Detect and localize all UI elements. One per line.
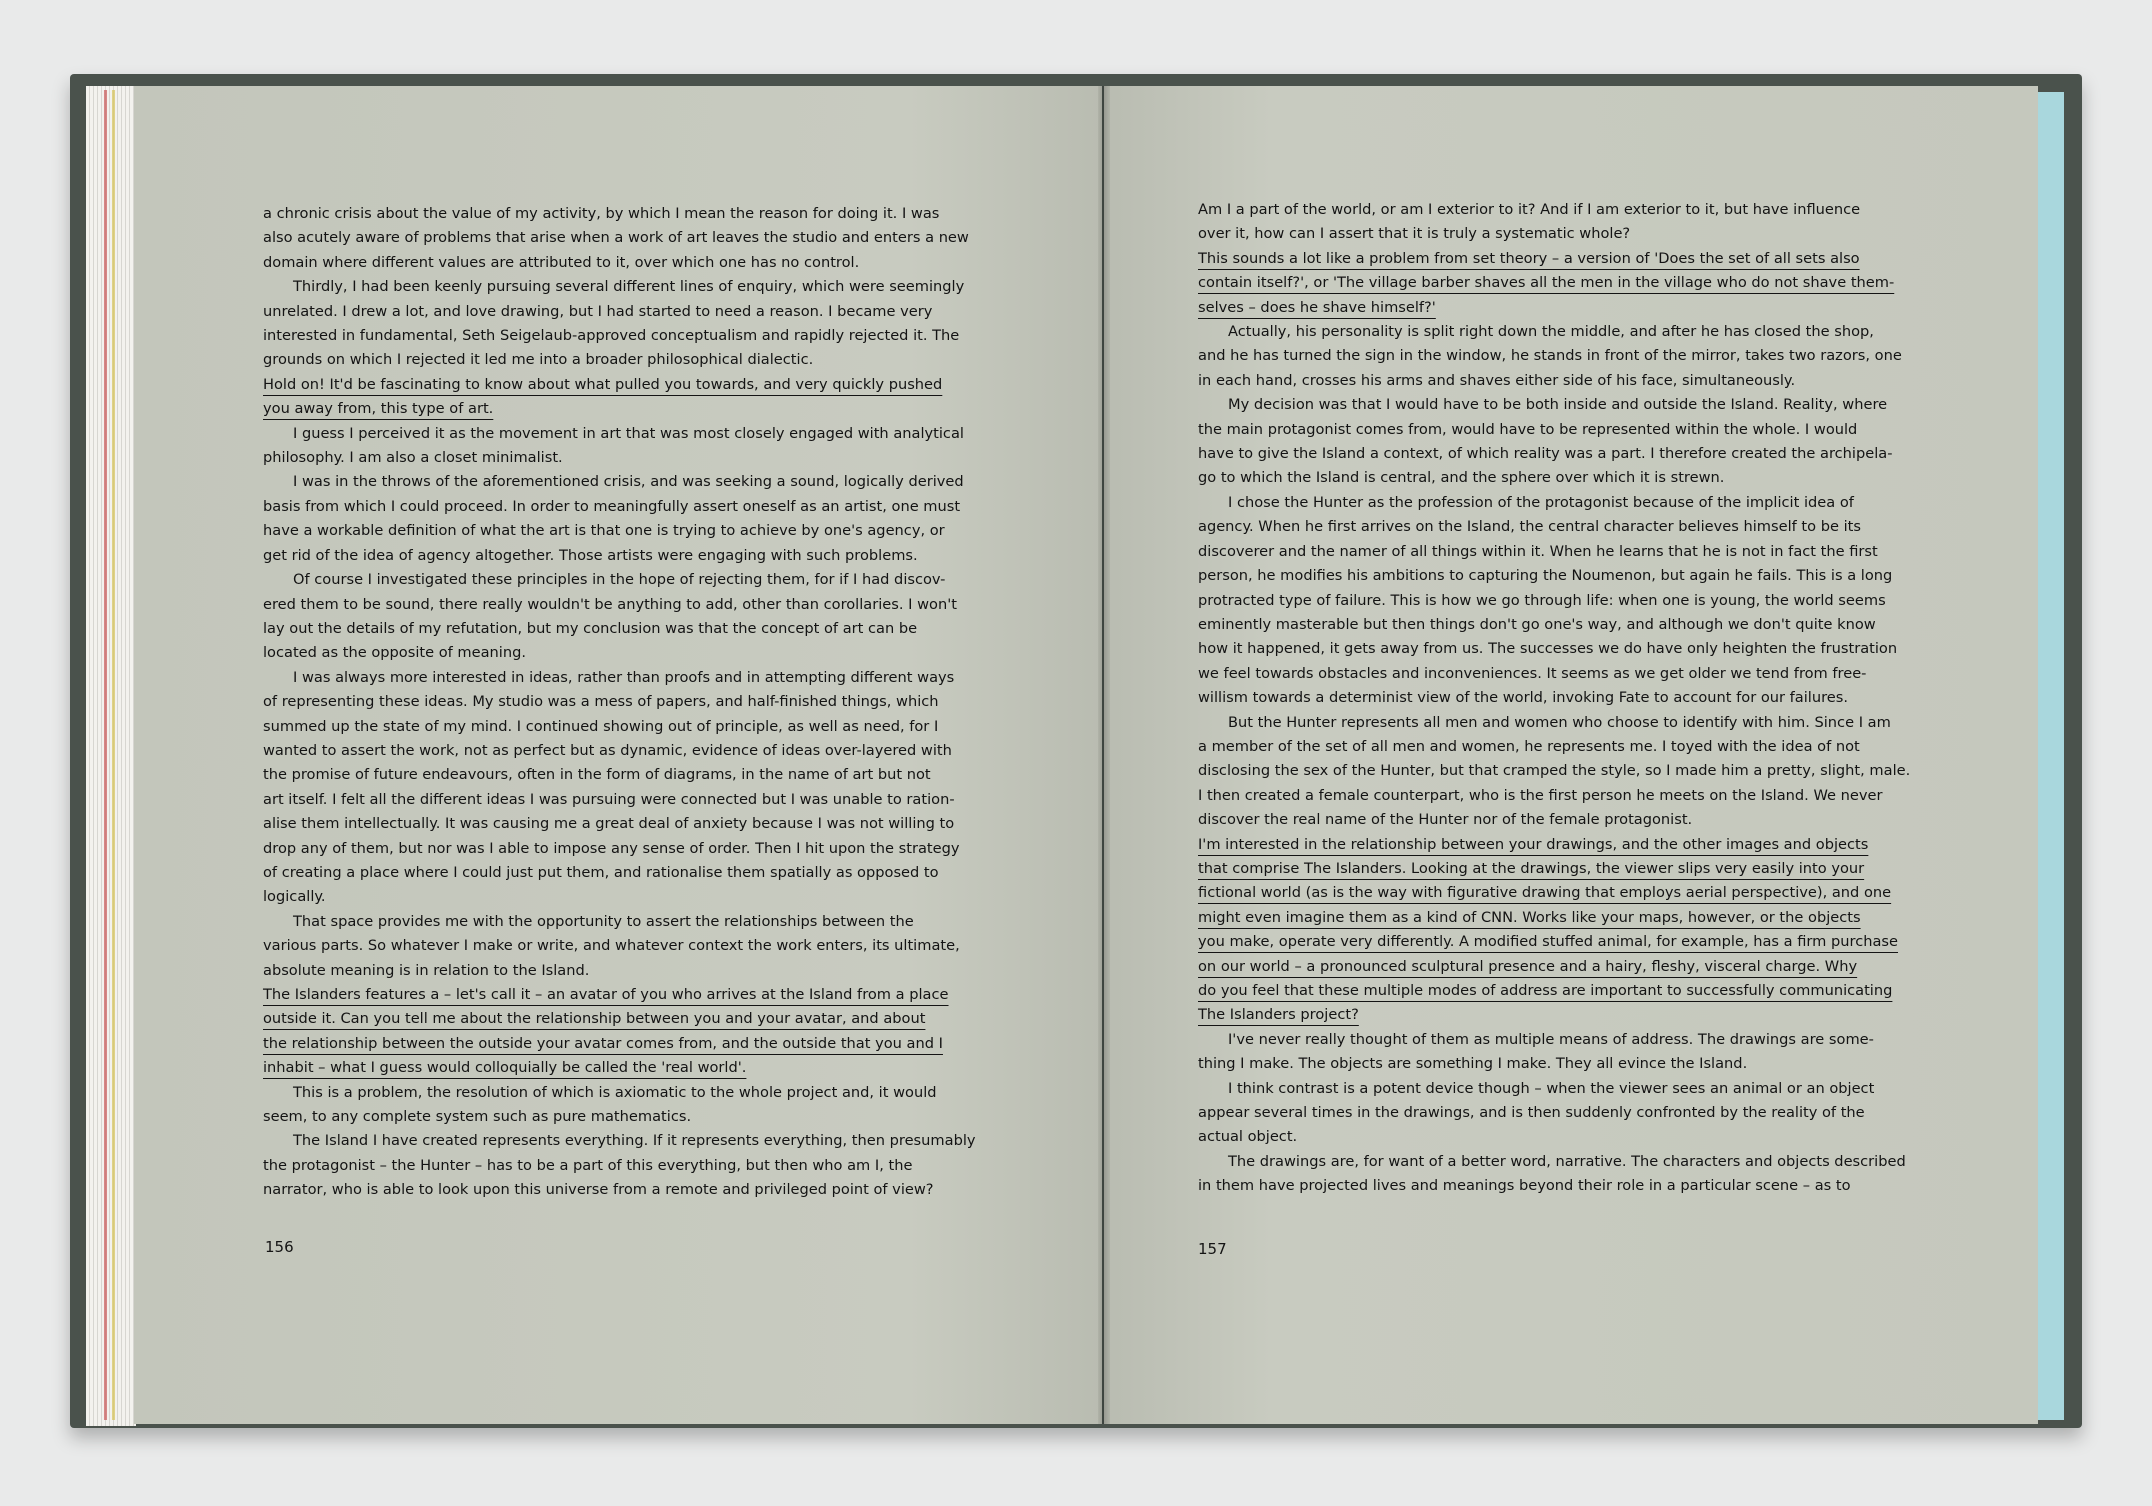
body-text-line: various parts. So whatever I make or write, and whatever context the work enters, its ultimate, xyxy=(263,937,960,955)
body-text-line: have to give the Island a context, of which reality was a part. I therefore created the archipela- xyxy=(1198,445,1893,463)
body-text-line: I was always more interested in ideas, rather than proofs and in attempting different ways xyxy=(293,668,955,686)
body-text-line: absolute meaning is in relation to the Island. xyxy=(263,961,590,979)
interview-question-line: inhabit – what I guess would colloquially be called the 'real world'. xyxy=(263,1059,747,1077)
body-text-line: ered them to be sound, there really wouldn't be anything to add, other than corollaries. I won't xyxy=(263,595,957,613)
body-text-line: unrelated. I drew a lot, and love drawing, but I had started to need a reason. I became very xyxy=(263,302,933,320)
interview-question-line: This sounds a lot like a problem from set theory – a version of 'Does the set of all sets also xyxy=(1198,249,1860,267)
body-text-line: drop any of them, but nor was I able to impose any sense of order. Then I hit upon the strategy xyxy=(263,839,960,857)
body-text-line: My decision was that I would have to be both inside and outside the Island. Reality, where xyxy=(1228,396,1888,414)
body-text-line: discoverer and the namer of all things within it. When he learns that he is not in fact the first xyxy=(1198,542,1878,560)
interview-question-line: on our world – a pronounced sculptural presence and a hairy, fleshy, visceral charge. Why xyxy=(1198,957,1858,975)
interview-question-line: I'm interested in the relationship between your drawings, and the other images and objects xyxy=(1198,835,1869,853)
body-text-line: and he has turned the sign in the window, he stands in front of the mirror, takes two razors, one xyxy=(1198,347,1902,365)
body-text-line: I've never really thought of them as multiple means of address. The drawings are some- xyxy=(1228,1030,1874,1048)
body-text-line: actual object. xyxy=(1198,1128,1298,1146)
body-text-line: alise them intellectually. It was causing me a great deal of anxiety because I was not willing to xyxy=(263,815,955,833)
body-text-line: thing I make. The objects are something I make. They all evince the Island. xyxy=(1198,1055,1748,1073)
body-text-line: have a workable definition of what the art is that one is trying to achieve by one's agency, or xyxy=(263,522,945,540)
page-number-right: 157 xyxy=(1198,1240,1227,1258)
blue-endpaper xyxy=(2038,92,2064,1420)
body-text-line: also acutely aware of problems that arise when a work of art leaves the studio and enters a new xyxy=(263,229,969,247)
right-page-text xyxy=(1198,198,1911,1199)
body-text-line: I guess I perceived it as the movement in art that was most closely engaged with analytical xyxy=(293,424,964,442)
left-page-text xyxy=(263,202,976,1203)
body-text-line: I chose the Hunter as the profession of the protagonist because of the implicit idea of xyxy=(1228,493,1854,511)
body-text-line: the promise of future endeavours, often in the form of diagrams, in the name of art but not xyxy=(263,766,931,784)
book-gutter xyxy=(1098,86,1110,1424)
page-edge-marker-red xyxy=(104,90,107,1420)
body-text-line: logically. xyxy=(263,888,326,906)
body-text-line: Thirdly, I had been keenly pursuing several different lines of enquiry, which were seemingly xyxy=(293,278,965,296)
body-text-line: located as the opposite of meaning. xyxy=(263,644,527,662)
body-text-line: narrator, who is able to look upon this universe from a remote and privileged point of view? xyxy=(263,1181,934,1199)
body-text-line: I then created a female counterpart, who is the first person he meets on the Island. We never xyxy=(1198,786,1883,804)
page-number-left: 156 xyxy=(265,1238,294,1256)
body-text-line: in each hand, crosses his arms and shaves either side of his face, simultaneously. xyxy=(1198,371,1796,389)
body-text-line: But the Hunter represents all men and women who choose to identify with him. Since I am xyxy=(1228,713,1891,731)
body-text-line: disclosing the sex of the Hunter, but that cramped the style, so I made him a pretty, slight, male. xyxy=(1198,762,1911,780)
body-text-line: get rid of the idea of agency altogether. Those artists were engaging with such problems. xyxy=(263,546,918,564)
body-text-line: Actually, his personality is split right down the middle, and after he has closed the shop, xyxy=(1228,323,1874,341)
interview-question-line: contain itself?', or 'The village barber shaves all the men in the village who do not shave them- xyxy=(1198,274,1895,292)
body-text-line: basis from which I could proceed. In order to meaningfully assert oneself as an artist, one must xyxy=(263,497,961,515)
body-text-line: The Island I have created represents everything. If it represents everything, then presumably xyxy=(293,1132,976,1150)
body-text-line: I think contrast is a potent device though – when the viewer sees an animal or an object xyxy=(1228,1079,1875,1097)
body-text-line: Of course I investigated these principles in the hope of rejecting them, for if I had discov- xyxy=(293,571,946,589)
body-text-line: we feel towards obstacles and inconveniences. It seems as we get older we tend from free- xyxy=(1198,664,1867,682)
interview-question-line: might even imagine them as a kind of CNN. Works like your maps, however, or the objects xyxy=(1198,908,1861,926)
interview-question-line: The Islanders features a – let's call it – an avatar of you who arrives at the Island from a place xyxy=(263,986,949,1003)
body-text-line: how it happened, it gets away from us. The successes we do have only heighten the frustration xyxy=(1198,640,1898,658)
left-page-edges xyxy=(86,86,136,1426)
body-text-line: go to which the Island is central, and the sphere over which it is strewn. xyxy=(1198,469,1725,487)
interview-question-line: that comprise The Islanders. Looking at the drawings, the viewer slips very easily into your xyxy=(1198,859,1865,877)
body-text-line: discover the real name of the Hunter nor of the female protagonist. xyxy=(1198,811,1693,829)
body-text-line: lay out the details of my refutation, but my conclusion was that the concept of art can be xyxy=(263,619,918,637)
body-text-line: agency. When he first arrives on the Island, the central character believes himself to be its xyxy=(1198,518,1861,536)
interview-question-line: the relationship between the outside your avatar comes from, and the outside that you and I xyxy=(263,1034,943,1052)
interview-question-line: selves – does he shave himself?' xyxy=(1198,298,1436,316)
interview-question-line: do you feel that these multiple modes of address are important to successfully communicating xyxy=(1198,982,1893,999)
body-text-line: of representing these ideas. My studio was a mess of papers, and half-finished things, which xyxy=(263,693,939,711)
interview-question-line: outside it. Can you tell me about the relationship between you and your avatar, and about xyxy=(263,1010,926,1028)
body-text-line: in them have projected lives and meanings beyond their role in a particular scene – as to xyxy=(1198,1177,1851,1195)
body-text-line: a chronic crisis about the value of my activity, by which I mean the reason for doing it. I was xyxy=(263,205,940,222)
body-text-line: of creating a place where I could just put them, and rationalise them spatially as opposed to xyxy=(263,863,939,881)
body-text-line: person, he modifies his ambitions to capturing the Noumenon, but again he fails. This is a long xyxy=(1198,567,1893,585)
body-text-line: grounds on which I rejected it led me into a broader philosophical dialectic. xyxy=(263,351,814,369)
body-text-line: summed up the state of my mind. I continued showing out of principle, as well as need, for I xyxy=(263,717,939,735)
body-text-line: seem, to any complete system such as pure mathematics. xyxy=(263,1108,692,1126)
body-text-line: the protagonist – the Hunter – has to be a part of this everything, but then who am I, the xyxy=(263,1156,913,1174)
body-text-line: I was in the throws of the aforementioned crisis, and was seeking a sound, logically derived xyxy=(293,473,964,491)
body-text-line: protracted type of failure. This is how we go through life: when one is young, the world seems xyxy=(1198,591,1886,609)
interview-question-line: fictional world (as is the way with figurative drawing that employs aerial perspective), and one xyxy=(1198,884,1892,902)
body-text-line: willism towards a determinist view of the world, invoking Fate to account for our failures. xyxy=(1198,689,1848,707)
body-text-line: Am I a part of the world, or am I exterior to it? And if I am exterior to it, but have influence xyxy=(1198,201,1861,218)
body-text-line: appear several times in the drawings, and is then suddenly confronted by the reality of the xyxy=(1198,1104,1865,1122)
body-text-line: art itself. I felt all the different ideas I was pursuing were connected but I was unable to ration- xyxy=(263,790,955,808)
body-text-line: eminently masterable but then things don't go one's way, and although we don't quite know xyxy=(1198,615,1876,633)
interview-question-line: The Islanders project? xyxy=(1198,1006,1359,1024)
body-text-line: wanted to assert the work, not as perfect but as dynamic, evidence of ideas over-layered with xyxy=(263,741,952,759)
body-text-line: a member of the set of all men and women, he represents me. I toyed with the idea of not xyxy=(1198,737,1860,755)
interview-question-line: you away from, this type of art. xyxy=(263,400,494,418)
body-text-line: The drawings are, for want of a better word, narrative. The characters and objects described xyxy=(1228,1152,1906,1170)
body-text-line: interested in fundamental, Seth Seigelaub-approved conceptualism and rapidly rejected it. The xyxy=(263,327,960,345)
body-text-line: over it, how can I assert that it is truly a systematic whole? xyxy=(1198,225,1631,243)
body-text-line: That space provides me with the opportunity to assert the relationships between the xyxy=(293,912,914,930)
body-text-line: This is a problem, the resolution of which is axiomatic to the whole project and, it would xyxy=(293,1083,937,1101)
interview-question-line: you make, operate very differently. A modified stuffed animal, for example, has a firm purchase xyxy=(1198,933,1899,951)
interview-question-line: Hold on! It'd be fascinating to know about what pulled you towards, and very quickly pushed xyxy=(263,375,943,393)
body-text-line: philosophy. I am also a closet minimalist. xyxy=(263,449,563,467)
body-text-line: domain where different values are attributed to it, over which one has no control. xyxy=(263,253,860,271)
page-edge-marker-yellow xyxy=(112,90,115,1420)
body-text-line: the main protagonist comes from, would have to be represented within the whole. I would xyxy=(1198,420,1858,438)
